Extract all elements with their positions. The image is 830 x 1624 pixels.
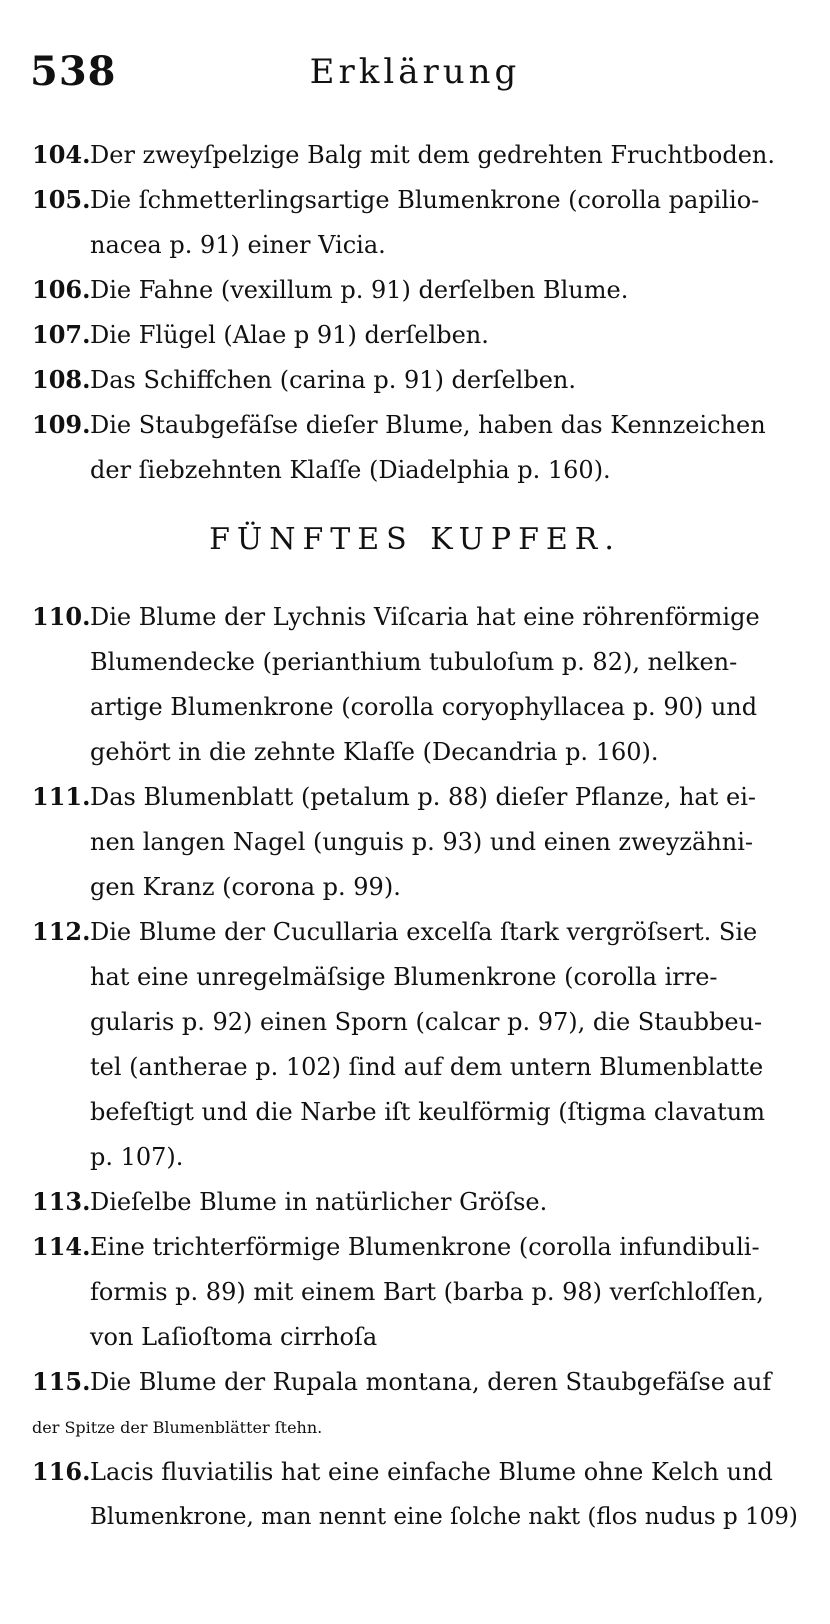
section-heading: FÜNFTES KUPFER. bbox=[209, 522, 621, 557]
page-number: 538 bbox=[30, 48, 117, 95]
entry-text-continuation: Blumenkrone, man nennt eine ſolche nakt (flos nudus p 109) bbox=[90, 1504, 798, 1530]
entry-109 bbox=[32, 402, 802, 493]
entry-111 bbox=[32, 774, 802, 910]
entry-104 bbox=[32, 132, 802, 178]
entry-text-continuation: von Laſioſtoma cirrhoſa bbox=[90, 1323, 378, 1351]
entry-text: Die Fahne (vexillum p. 91) derſelben Blume. bbox=[90, 276, 629, 304]
entry-115 bbox=[32, 1359, 802, 1450]
entry-114 bbox=[32, 1224, 802, 1360]
entry-text-continuation: gen Kranz (corona p. 99). bbox=[90, 873, 401, 901]
entry-text-continuation: tel (antherae p. 102) ſind auf dem untern Blumenblatte bbox=[90, 1053, 764, 1081]
entry-number: 108. bbox=[32, 365, 91, 394]
entry-number: 116. bbox=[32, 1457, 91, 1486]
entry-text: Lacis fluviatilis hat eine einfache Blume ohne Kelch und bbox=[90, 1458, 773, 1486]
entry-text-continuation: artige Blumenkrone (corolla coryophyllacea p. 90) und bbox=[90, 693, 758, 721]
entry-text: Eine trichterförmige Blumenkrone (corolla infundibuli- bbox=[90, 1233, 760, 1261]
entry-text: Der zweyſpelzige Balg mit dem gedrehten Fruchtboden. bbox=[90, 141, 775, 169]
entry-text-continuation: Blumendecke (perianthium tubuloſum p. 82), nelken- bbox=[90, 648, 738, 676]
entry-106 bbox=[32, 267, 802, 313]
entry-110 bbox=[32, 594, 802, 775]
entry-113 bbox=[32, 1179, 802, 1225]
entry-105 bbox=[32, 177, 802, 268]
entry-number: 106. bbox=[32, 275, 91, 304]
entry-number: 104. bbox=[32, 140, 91, 169]
entry-number: 109. bbox=[32, 410, 91, 439]
entry-number: 114. bbox=[32, 1232, 91, 1261]
entry-number: 115. bbox=[32, 1367, 91, 1396]
entry-text-continuation: nacea p. 91) einer Vicia. bbox=[90, 231, 386, 259]
entry-text: Dieſelbe Blume in natürlicher Gröſse. bbox=[90, 1188, 548, 1216]
entry-number: 110. bbox=[32, 602, 91, 631]
entry-116 bbox=[32, 1449, 802, 1540]
entry-text-continuation: p. 107). bbox=[90, 1143, 184, 1171]
entry-text-continuation: formis p. 89) mit einem Bart (barba p. 98) verſchloſſen, bbox=[90, 1278, 764, 1306]
entry-text-continuation: hat eine unregelmäſsige Blumenkrone (corolla irre- bbox=[90, 963, 718, 991]
entry-number: 112. bbox=[32, 917, 91, 946]
entry-number: 111. bbox=[32, 782, 91, 811]
entry-text-continuation: nen langen Nagel (unguis p. 93) und einen zweyzähni- bbox=[90, 828, 754, 856]
entry-text-continuation: befeſtigt und die Narbe iſt keulförmig (ſtigma clavatum bbox=[90, 1098, 765, 1126]
entry-text: Die ſchmetterlingsartige Blumenkrone (corolla papilio- bbox=[90, 186, 760, 214]
entry-number: 113. bbox=[32, 1187, 91, 1216]
running-title: Erklärung bbox=[309, 52, 521, 92]
entry-text-continuation: der ſiebzehnten Klaſſe (Diadelphia p. 160). bbox=[90, 456, 611, 484]
entry-text: Das Blumenblatt (petalum p. 88) dieſer Pflanze, hat ei- bbox=[90, 783, 756, 811]
entry-text: Die Blume der Rupala montana, deren Staubgefäſse auf bbox=[90, 1368, 772, 1396]
entry-112 bbox=[32, 909, 802, 1180]
entry-text-continuation: gularis p. 92) einen Sporn (calcar p. 97), die Staubbeu- bbox=[90, 1008, 763, 1036]
entry-text-continuation: gehört in die zehnte Klaſſe (Decandria p. 160). bbox=[90, 738, 659, 766]
entry-number: 107. bbox=[32, 320, 91, 349]
entry-text: Die Flügel (Alae p 91) derſelben. bbox=[90, 321, 489, 349]
entry-text: Die Staubgefäſse dieſer Blume, haben das Kennzeichen bbox=[90, 411, 766, 439]
entry-number: 105. bbox=[32, 185, 91, 214]
entry-text: Das Schiffchen (carina p. 91) derſelben. bbox=[90, 366, 577, 394]
entry-text: Die Blume der Lychnis Viſcaria hat eine röhrenförmige bbox=[90, 603, 760, 631]
entry-text: Die Blume der Cucullaria excelſa ſtark vergröſsert. Sie bbox=[90, 918, 758, 946]
page-header bbox=[30, 48, 800, 108]
entry-107 bbox=[32, 312, 802, 358]
entry-108 bbox=[32, 357, 802, 403]
entry-text-continuation: der Spitze der Blumenblätter ſtehn. bbox=[32, 1418, 323, 1437]
